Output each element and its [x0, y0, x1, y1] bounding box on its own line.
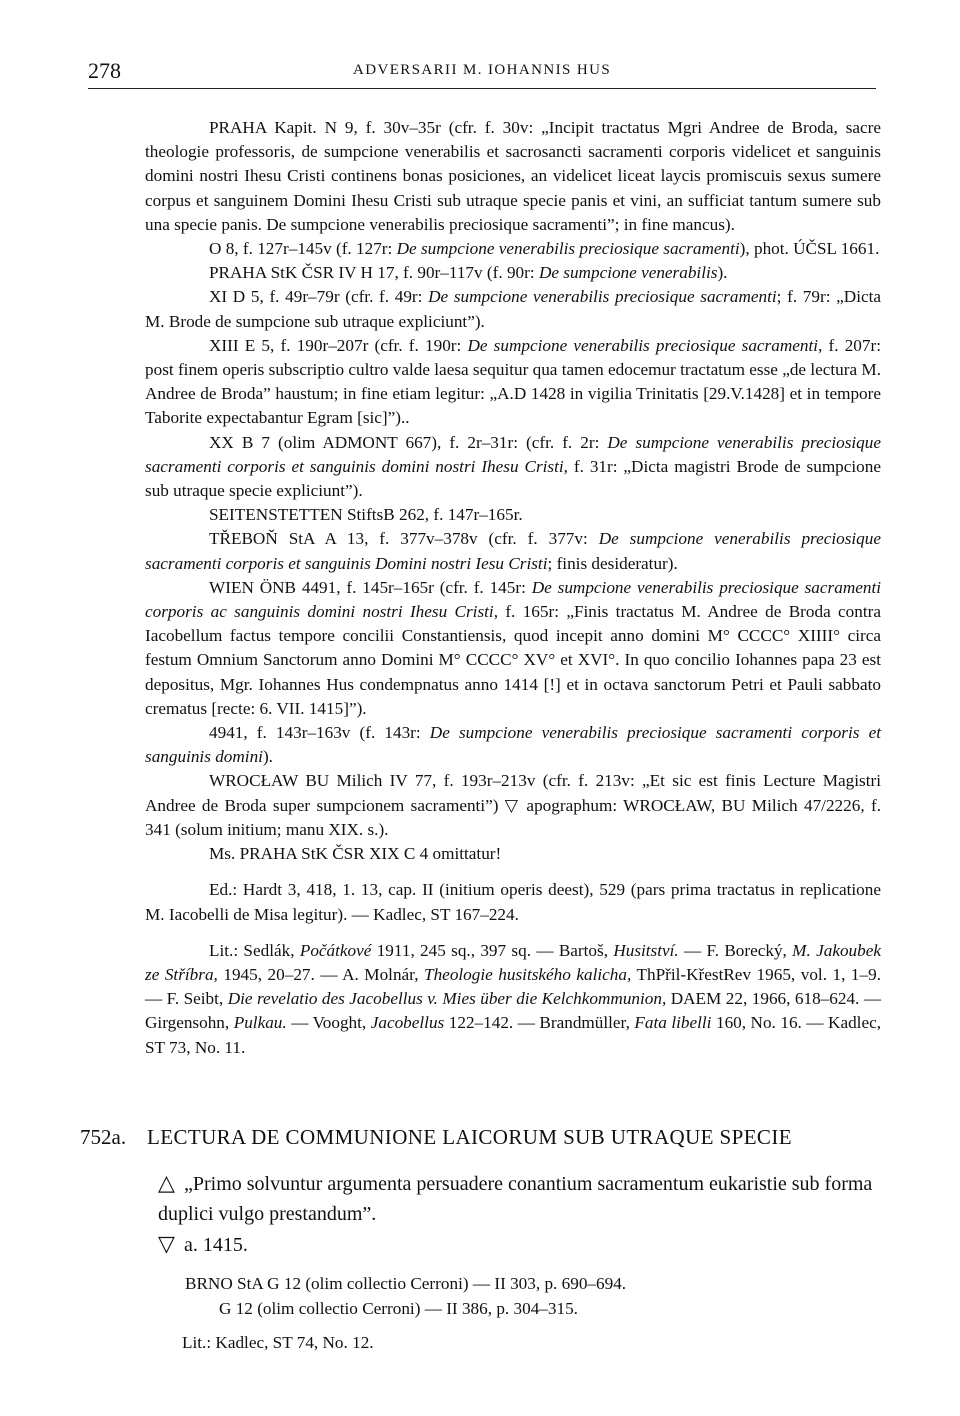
incipit-triangle-icon: △ [158, 1170, 175, 1195]
manuscript-entry: XX B 7 (olim ADMONT 667), f. 2r–31r: (cfr. f. 2r: De sumpcione venerabilis preciosique sacramenti corporis et sanguinis domini nostri Ihesu Cristi, f. 31r: „Dicta magistri Brode de sumpcione sub utraque specie expliciunt”). [145, 432, 881, 501]
page-number: 278 [88, 58, 121, 83]
page-header [88, 58, 876, 88]
manuscript-note: Ms. PRAHA StK ČSR XIX C 4 omittatur! [209, 844, 502, 864]
incipit: △ „Primo solvuntur argumenta persuadere conantium sacramentum eukaristie sub forma duplici vulgo prestandum”. [158, 1170, 873, 1225]
manuscript-entry: XIII E 5, f. 190r–207r (cfr. f. 190r: De sumpcione venerabilis preciosique sacramenti, f. 207r: post finem operis subscriptio cultro valde laesa sequitur qua tamen edocemur tractatum esse „de lectura M. Andree de Broda” haustum; in fine etiam legitur: „A.D 1428 in vigilia Trinitatis [29.V.1428] et in tempore Taborite expectabantur Egram [sic]”).. [145, 335, 881, 428]
manuscript-entry: SEITENSTETTEN StiftsB 262, f. 147r–165r. [209, 505, 523, 525]
manuscript-entry: WROCŁAW BU Milich IV 77, f. 193r–213v (cfr. f. 213v: „Et sic est finis Lecture Magistri Andree de Broda super sumpcionem sacramenti”) ▽ apographum: WROCŁAW, BU Milich 47/2226, f. 341 (solum initium; manu XIX. s.). [145, 771, 881, 839]
entry-literature: Lit.: Kadlec, ST 74, No. 12. [182, 1333, 374, 1352]
header-rule [88, 88, 876, 89]
editions: Ed.: Hardt 3, 418, 1. 13, cap. II (initium operis deest), 529 (pars prima tractatus in replicatione M. Iacobelli de Misa legitur). — Kadlec, ST 167–224. [145, 880, 881, 924]
manuscript-entry: WIEN ÖNB 4491, f. 145r–165r (cfr. f. 145r: De sumpcione venerabilis preciosique sacramenti corporis ac sanguinis domini nostri Ihesu Cristi, f. 165r: „Finis tractatus M. Andree de Broda contra Iacobellum factus tempore concilii Constantiensis, quod incepit anno domini M° CCCC° XIIII° circa festum Omnium Sanctorum anno Domini M° CCCC° XV° et XVI°. In quo concilio Iohannes papa 23 est depositus, Mgr. Iohannes Hus condempnatus anno 1414 [!] et in octava sanctorum Petri et Pauli sabbato crematus [recte: 6. VII. 1415]”). [145, 577, 881, 718]
manuscript-entry: O 8, f. 127r–145v (f. 127r: De sumpcione venerabilis preciosique sacramenti), phot. ÚČSL 1661. [209, 239, 880, 259]
running-head: ADVERSARII M. IOHANNIS HUS [353, 62, 612, 78]
entry-title: LECTURA DE COMMUNIONE LAICORUM SUB UTRAQUE SPECIE [147, 1125, 792, 1149]
literature: Lit.: Sedlák, Počátkové 1911, 245 sq., 397 sq. — Bartoš, Husitství. — F. Borecký, M. Jakoubek ze Stříbra, 1945, 20–27. — A. Molnár, Theologie husitského kalicha, ThPřil-KřestRev 1965, vol. 1, 1–9. — F. Seibt, Die revelatio des Jacobellus v. Mies über die Kelchkommunion, DAEM 22, 1966, 618–624. — Girgensohn, Pulkau. — Vooght, Jacobellus 122–142. — Brandmüller, Fata libelli 160, No. 16. — Kadlec, ST 73, No. 11. [145, 940, 882, 1057]
manuscript-entry: TŘEBOŇ StA A 13, f. 377v–378v (cfr. f. 377v: De sumpcione venerabilis preciosique sacramenti corporis et sanguinis Domini nostri Iesu Cristi; finis desideratur). [145, 529, 881, 573]
manuscript-entry: G 12 (olim collectio Cerroni) — II 386, p. 304–315. [219, 1298, 578, 1318]
manuscript-entry: XI D 5, f. 49r–79r (cfr. f. 49r: De sumpcione venerabilis preciosique sacramenti; f. 79r: „Dicta M. Brode de sumpcione sub utraque expliciunt”). [145, 287, 881, 331]
entry-manuscripts [145, 1272, 885, 1321]
incipit-block [145, 1168, 885, 1260]
manuscript-entry: PRAHA StK ČSR IV H 17, f. 90r–117v (f. 90r: De sumpcione venerabilis). [209, 263, 728, 283]
manuscript-entry: PRAHA Kapit. N 9, f. 30v–35r (cfr. f. 30v: „Incipit tractatus Mgri Andree de Broda, sacre theologie professoris, de sumpcione venerabilis et sacrosancti sacramenti corporis videlicet et sanguinis domini nostri Ihesu Cristi continens bonas posiciones, an videlicet liceat laycis promiscuis sexus sumere corpus et sanguinem Domini Ihesu Cristi sub utraque specie panis et vini, an sufficiat tantum sumere sub una specie panis. De sumpcione venerabilis preciosique sacramenti”; in fine mancus). [145, 118, 881, 234]
manuscript-entry: BRNO StA G 12 (olim collectio Cerroni) — II 303, p. 690–694. [185, 1274, 627, 1293]
manuscript-entry: 4941, f. 143r–163v (f. 143r: De sumpcione venerabilis preciosique sacramenti corporis et sanguinis domini). [145, 723, 881, 767]
explicit-triangle-icon: ▽ [504, 795, 521, 815]
explicit-triangle-icon: ▽ [158, 1231, 175, 1256]
entry-number: 752a. [80, 1125, 127, 1149]
date-line: ▽ a. 1415. [145, 1229, 885, 1260]
manuscript-list [145, 116, 881, 1060]
